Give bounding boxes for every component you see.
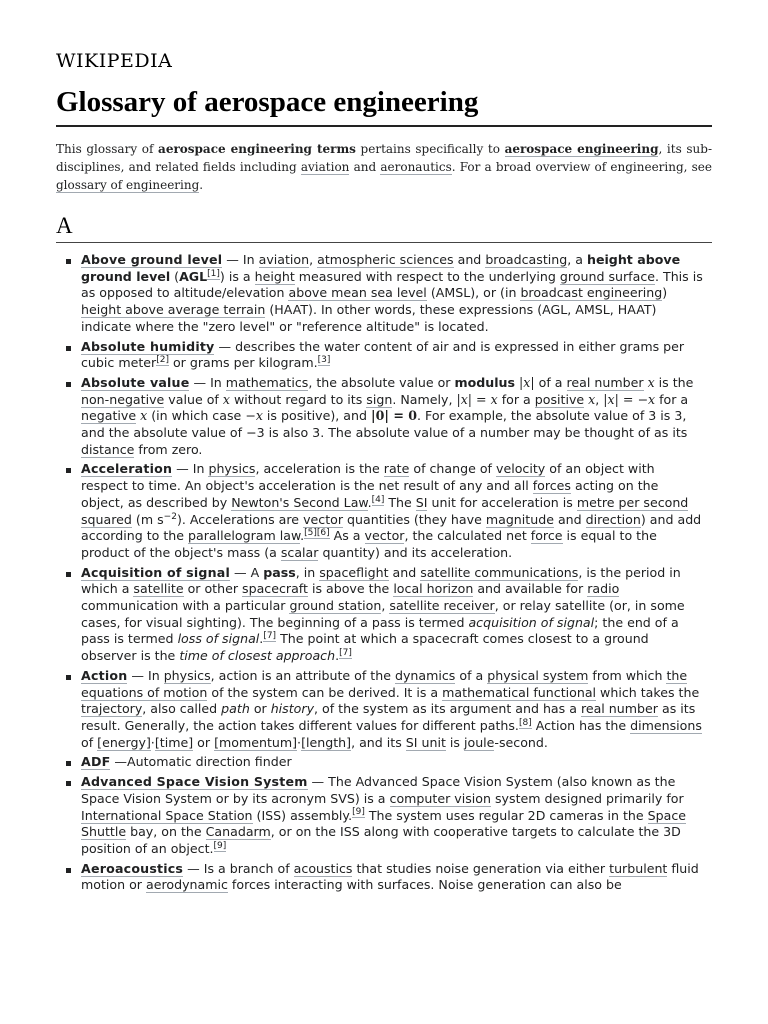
math-expression: x bbox=[647, 374, 655, 390]
link-si[interactable]: SI bbox=[415, 494, 428, 510]
math-expression: x bbox=[588, 391, 596, 407]
text: unit for acceleration is bbox=[427, 494, 577, 510]
text: . bbox=[335, 648, 340, 664]
link-rate[interactable]: rate bbox=[383, 461, 410, 477]
link-space-shuttle[interactable]: Space Shuttle bbox=[81, 807, 687, 840]
text: , acceleration is the bbox=[255, 461, 384, 477]
text: — In bbox=[127, 667, 164, 683]
text: ) and add according to the bbox=[81, 511, 702, 544]
link-broadcast-engineering[interactable]: broadcast engineering bbox=[520, 285, 663, 301]
intro-text: . bbox=[199, 178, 204, 192]
term-absolute-value[interactable]: Absolute value bbox=[81, 374, 190, 390]
link-computer-vision[interactable]: computer vision bbox=[389, 790, 491, 806]
text: quantities (they have bbox=[343, 511, 486, 527]
reference-link[interactable]: [2] bbox=[156, 355, 169, 366]
reference-link[interactable]: [7] bbox=[263, 631, 277, 642]
italic-term: path bbox=[221, 701, 250, 717]
text: or other bbox=[183, 581, 243, 597]
text: that studies noise generation via either bbox=[352, 860, 610, 876]
link-acoustics[interactable]: acoustics bbox=[293, 860, 353, 876]
reference-link[interactable]: [9] bbox=[213, 840, 227, 851]
reference-link[interactable]: [5][6] bbox=[304, 528, 330, 539]
link-physics[interactable]: physics bbox=[163, 667, 211, 683]
glossary-entry-adf bbox=[64, 754, 704, 771]
text: (HAAT). In other words, these expressions (AGL, AMSL, HAAT) indicate where the "zero level" or "reference altitude" is located. bbox=[81, 302, 657, 334]
text: which takes the bbox=[596, 684, 700, 700]
text: , in bbox=[295, 564, 320, 580]
intro-paragraph bbox=[56, 140, 712, 194]
link-vector[interactable]: vector bbox=[364, 528, 405, 544]
italic-term: acquisition of signal bbox=[468, 614, 595, 630]
link-equations-of-motion[interactable]: the equations of motion bbox=[81, 667, 688, 700]
link-local-horizon[interactable]: local horizon bbox=[393, 581, 474, 597]
link-canadarm[interactable]: Canadarm bbox=[205, 824, 271, 840]
text: — A bbox=[230, 564, 264, 580]
link-real-number[interactable]: real number bbox=[566, 374, 644, 390]
reference-link[interactable]: [9] bbox=[352, 807, 365, 818]
link-glossary-of-engineering[interactable]: glossary of engineering bbox=[56, 178, 200, 192]
link-distance[interactable]: distance bbox=[81, 441, 135, 457]
text: is the bbox=[654, 374, 694, 390]
intro-text: , its sub-disciplines, and related fields including bbox=[56, 142, 712, 174]
text: value of bbox=[164, 391, 223, 407]
intro-text: pertains specifically to bbox=[355, 142, 505, 156]
text: , a bbox=[567, 252, 587, 267]
text: . This is as opposed to altitude/elevation bbox=[81, 268, 703, 301]
text: . bbox=[367, 494, 372, 510]
link-ground-station[interactable]: ground station bbox=[289, 598, 382, 614]
text: — In bbox=[222, 252, 259, 267]
text: from zero. bbox=[134, 441, 203, 457]
link-above-mean-sea-level[interactable]: above mean sea level bbox=[288, 285, 427, 301]
text: . bbox=[259, 631, 264, 647]
link-turbulent[interactable]: turbulent bbox=[609, 860, 668, 876]
text: , bbox=[381, 598, 390, 614]
text: as its result. Generally, the action takes different values for different paths. bbox=[81, 701, 696, 733]
text: for a bbox=[497, 391, 535, 407]
link-vector[interactable]: vector bbox=[303, 511, 344, 527]
term-acquisition-of-signal[interactable]: Acquisition of signal bbox=[81, 564, 230, 580]
text: —Automatic direction finder bbox=[110, 754, 292, 770]
text: communication with a particular bbox=[81, 598, 290, 614]
link-height-above-average-terrain[interactable]: height above average terrain bbox=[81, 302, 266, 318]
text: , bbox=[309, 252, 318, 267]
link-negative[interactable]: negative bbox=[81, 408, 137, 424]
text: of the system can be derived. It is a bbox=[207, 684, 443, 700]
text: is above the bbox=[307, 581, 394, 597]
link-satellite-communications[interactable]: satellite communications bbox=[420, 564, 579, 580]
text: , is the period in which a bbox=[81, 564, 681, 597]
italic-term: time of closest approach bbox=[179, 648, 336, 664]
text: (ISS) assembly. bbox=[252, 807, 353, 823]
text: of an object with respect to time. An object's acceleration is the net result of any and all bbox=[81, 461, 655, 494]
text: measured with respect to the underlying bbox=[294, 268, 560, 284]
link-non-negative[interactable]: non-negative bbox=[81, 391, 165, 407]
intro-text: and bbox=[349, 160, 381, 174]
link-force[interactable]: force bbox=[530, 528, 563, 544]
text: — In bbox=[172, 461, 209, 477]
text: — Is a branch of bbox=[183, 860, 294, 876]
text: — describes the water content of air and is expressed in either grams per cubic meter bbox=[81, 338, 685, 371]
text: ( bbox=[170, 268, 180, 284]
link-dimensions[interactable]: dimensions bbox=[630, 717, 702, 733]
text: , or relay satellite (or, in some cases, for visual sighting). The beginning of a pass is termed bbox=[81, 598, 685, 630]
reference-link[interactable]: [4] bbox=[371, 494, 385, 505]
link-time[interactable]: [time] bbox=[154, 734, 194, 750]
math-expression: |x| bbox=[519, 374, 535, 390]
text: ⋅ bbox=[150, 734, 155, 750]
text: (AMSL), or (in bbox=[426, 285, 521, 301]
wikipedia-logo[interactable]: WIKIPEDIA bbox=[56, 50, 173, 72]
text: or bbox=[249, 701, 271, 717]
link-sign[interactable]: sign bbox=[366, 391, 393, 407]
text: acting on the object, as described by bbox=[81, 478, 659, 510]
text: (m s bbox=[131, 511, 164, 527]
text: of change of bbox=[409, 461, 496, 477]
link-satellite[interactable]: satellite bbox=[133, 581, 184, 597]
link-parallelogram-law[interactable]: parallelogram law bbox=[188, 528, 301, 544]
text: for a bbox=[655, 391, 689, 407]
page-title: Glossary of aerospace engineering bbox=[56, 86, 479, 118]
intro-text: . For a broad overview of engineering, see bbox=[451, 160, 713, 174]
text: -second. bbox=[494, 734, 548, 750]
glossary-entry-above-ground-level bbox=[64, 252, 704, 336]
link-length[interactable]: [length] bbox=[301, 734, 352, 750]
superscript-exponent: −2 bbox=[163, 511, 177, 522]
link-direction[interactable]: direction bbox=[585, 511, 641, 527]
text: — In bbox=[189, 374, 226, 390]
link-broadcasting[interactable]: broadcasting bbox=[485, 252, 568, 267]
glossary-entry-absolute-value bbox=[64, 375, 704, 459]
math-expression: |0| = 0 bbox=[371, 408, 418, 424]
link-atmospheric-sciences[interactable]: atmospheric sciences bbox=[317, 252, 454, 267]
link-aeronautics[interactable]: aeronautics bbox=[380, 160, 452, 174]
text: ; the end of a pass is termed bbox=[81, 614, 679, 647]
text: As a bbox=[329, 528, 365, 544]
text: , also called bbox=[142, 701, 222, 717]
section-divider bbox=[56, 242, 712, 243]
reference-link[interactable]: [7] bbox=[339, 647, 352, 658]
text: quantity) and its acceleration. bbox=[318, 544, 513, 560]
link-aerospace-engineering[interactable]: aerospace engineering bbox=[504, 142, 659, 156]
link-momentum[interactable]: [momentum] bbox=[214, 734, 298, 750]
link-international-space-station[interactable]: International Space Station bbox=[81, 807, 253, 823]
reference-link[interactable]: [8] bbox=[518, 717, 532, 728]
reference-link[interactable]: [1] bbox=[207, 268, 220, 279]
term-advanced-space-vision-system[interactable]: Advanced Space Vision System bbox=[81, 774, 308, 790]
text: , the calculated net bbox=[404, 528, 531, 544]
term-above-ground-level[interactable]: Above ground level bbox=[81, 252, 223, 267]
bold-term: pass bbox=[263, 564, 296, 580]
glossary-entry-absolute-humidity bbox=[64, 339, 704, 372]
text: and bbox=[553, 511, 586, 527]
text: , bbox=[595, 391, 604, 407]
link-spaceflight[interactable]: spaceflight bbox=[319, 564, 389, 580]
link-spacecraft[interactable]: spacecraft bbox=[242, 581, 308, 597]
text: of a bbox=[455, 667, 488, 683]
link-radio[interactable]: radio bbox=[587, 581, 620, 597]
text: . For example, the absolute value of 3 is 3, and the absolute value of −3 is also 3. The absolute value of a number may be thought of as its bbox=[81, 408, 688, 441]
text: , action is an attribute of the bbox=[210, 667, 395, 683]
text: system designed primarily for bbox=[490, 790, 684, 806]
link-energy[interactable]: [energy] bbox=[97, 734, 151, 750]
link-metre-per-second-squared[interactable]: metre per second squared bbox=[81, 494, 689, 527]
text: and bbox=[388, 564, 421, 580]
text: . bbox=[300, 528, 305, 544]
link-ground-surface[interactable]: ground surface bbox=[559, 268, 655, 284]
text: , and its bbox=[351, 734, 406, 750]
text: ) is a bbox=[219, 268, 255, 284]
text: fluid motion or bbox=[81, 860, 699, 893]
text: The point at which a spacecraft comes closest to a ground observer is the bbox=[81, 631, 649, 664]
link-joule[interactable]: joule bbox=[463, 734, 495, 750]
math-expression: |x| = x bbox=[456, 391, 498, 407]
text: bay, on the bbox=[126, 824, 206, 840]
glossary-entry-acquisition-of-signal bbox=[64, 565, 704, 665]
link-aviation[interactable]: aviation bbox=[258, 252, 310, 267]
link-positive[interactable]: positive bbox=[534, 391, 585, 407]
math-expression: x bbox=[140, 408, 148, 424]
text: , the absolute value or bbox=[308, 374, 455, 390]
text: , of the system as its argument and has a bbox=[314, 701, 581, 717]
italic-term: history bbox=[270, 701, 315, 717]
term-acceleration[interactable]: Acceleration bbox=[81, 461, 173, 477]
link-scalar[interactable]: scalar bbox=[280, 544, 319, 560]
text: and bbox=[453, 252, 486, 267]
bold-term: modulus bbox=[454, 374, 516, 390]
math-expression: −x bbox=[245, 408, 263, 424]
glossary-entry-action bbox=[64, 668, 704, 752]
text: ⋅ bbox=[297, 734, 302, 750]
bold-term: AGL bbox=[179, 268, 208, 284]
text: Action has the bbox=[531, 717, 631, 733]
link-physical-system[interactable]: physical system bbox=[487, 667, 589, 683]
link-si-unit[interactable]: SI unit bbox=[405, 734, 446, 750]
italic-term: loss of signal bbox=[177, 631, 260, 647]
term-absolute-humidity[interactable]: Absolute humidity bbox=[81, 338, 215, 354]
link-velocity[interactable]: velocity bbox=[496, 461, 546, 477]
text: is positive), and bbox=[262, 408, 372, 424]
link-satellite-receiver[interactable]: satellite receiver bbox=[389, 598, 495, 614]
text: of bbox=[81, 734, 98, 750]
text: is bbox=[445, 734, 464, 750]
glossary-entry-acceleration bbox=[64, 461, 704, 561]
glossary-entry-advanced-space-vision-system bbox=[64, 774, 704, 858]
link-dynamics[interactable]: dynamics bbox=[394, 667, 456, 683]
link-real-number[interactable]: real number bbox=[580, 701, 658, 717]
text: The system uses regular 2D cameras in the bbox=[364, 807, 648, 823]
link-aerodynamic[interactable]: aerodynamic bbox=[146, 877, 228, 893]
link-height[interactable]: height bbox=[254, 268, 295, 284]
text: and available for bbox=[473, 581, 588, 597]
intro-bold-term: aerospace engineering terms bbox=[158, 142, 356, 156]
term-aeroacoustics[interactable]: Aeroacoustics bbox=[81, 860, 184, 876]
intro-text: This glossary of bbox=[56, 142, 159, 156]
link-magnitude[interactable]: magnitude bbox=[485, 511, 554, 527]
link-aviation[interactable]: aviation bbox=[300, 160, 350, 174]
link-forces[interactable]: forces bbox=[532, 478, 571, 494]
link-physics[interactable]: physics bbox=[208, 461, 256, 477]
text: ). Accelerations are bbox=[176, 511, 304, 527]
text: from which bbox=[588, 667, 667, 683]
text: of a bbox=[534, 374, 567, 390]
text: ) bbox=[662, 285, 668, 301]
glossary-entry-aeroacoustics bbox=[64, 861, 704, 894]
term-action[interactable]: Action bbox=[81, 667, 128, 683]
bold-term: height above ground level bbox=[81, 252, 681, 284]
text: , or on the ISS along with cooperative targets to calculate the 3D position of an object. bbox=[81, 824, 681, 856]
title-divider bbox=[56, 125, 712, 127]
link-mathematics[interactable]: mathematics bbox=[225, 374, 309, 390]
math-expression: x bbox=[222, 391, 230, 407]
text: is equal to the product of the object's mass (a bbox=[81, 528, 657, 560]
link-newtons-second-law[interactable]: Newton's Second Law bbox=[231, 494, 368, 510]
text: — The Advanced Space Vision System (also known as the Space Vision System or by its acronym SVS) is a bbox=[81, 774, 676, 806]
section-heading-a: A bbox=[56, 213, 73, 238]
text: or bbox=[193, 734, 215, 750]
reference-link[interactable]: [3] bbox=[317, 355, 331, 366]
term-adf[interactable]: ADF bbox=[81, 754, 111, 770]
glossary-list bbox=[64, 252, 704, 897]
text: or grams per kilogram. bbox=[168, 355, 318, 371]
text: . Namely, bbox=[392, 391, 457, 407]
text: forces interacting with surfaces. Noise generation can also be bbox=[227, 877, 622, 893]
text: (in which case bbox=[147, 408, 246, 424]
text: The bbox=[384, 494, 416, 510]
link-mathematical-functional[interactable]: mathematical functional bbox=[442, 684, 597, 700]
link-trajectory[interactable]: trajectory bbox=[81, 701, 143, 717]
math-expression: |x| = −x bbox=[603, 391, 656, 407]
text: without regard to its bbox=[229, 391, 367, 407]
